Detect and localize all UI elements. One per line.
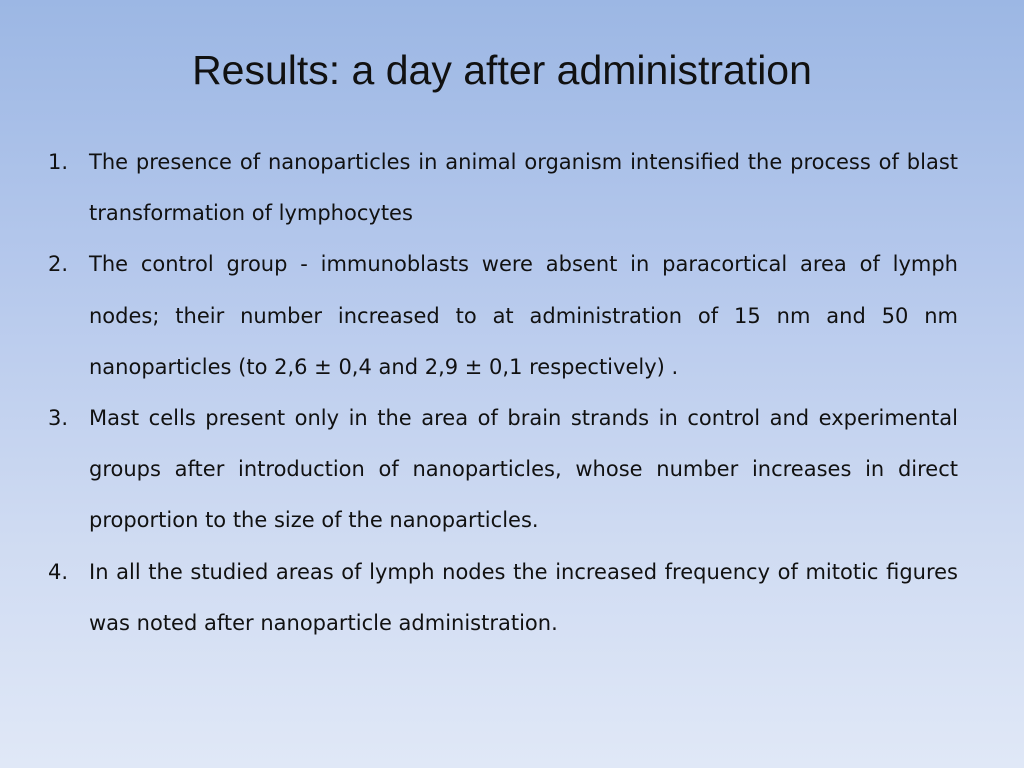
list-item-text: The presence of nanoparticles in animal organism intensified the process of blast transformation of lymphocytes xyxy=(89,150,958,226)
list-item xyxy=(48,547,958,649)
list-item-text: The control group - immunoblasts were absent in paracortical area of lymph nodes; their number increased to at administration of 15 nm and 50 nm nanoparticles (to 2,6 ± 0,4 and 2,9 ± 0,1 respectively) . xyxy=(89,252,958,379)
slide-title: Results: a day after administration xyxy=(192,47,812,93)
list-item xyxy=(48,393,958,547)
list-item-number: 1. xyxy=(48,150,69,174)
list-item-text: Mast cells present only in the area of brain strands in control and experimental groups after introduction of nanoparticles, whose number increases in direct proportion to the size of the nanoparticles. xyxy=(89,406,958,533)
list-item-number: 4. xyxy=(48,559,69,584)
list-item-number: 3. xyxy=(48,406,69,431)
list-item xyxy=(48,137,958,239)
list-item-number: 2. xyxy=(48,252,69,277)
list-item-text: In all the studied areas of lymph nodes the increased frequency of mitotic figures was noted after nanoparticle administration. xyxy=(89,559,958,635)
list-item xyxy=(48,239,958,393)
results-list xyxy=(48,137,958,649)
